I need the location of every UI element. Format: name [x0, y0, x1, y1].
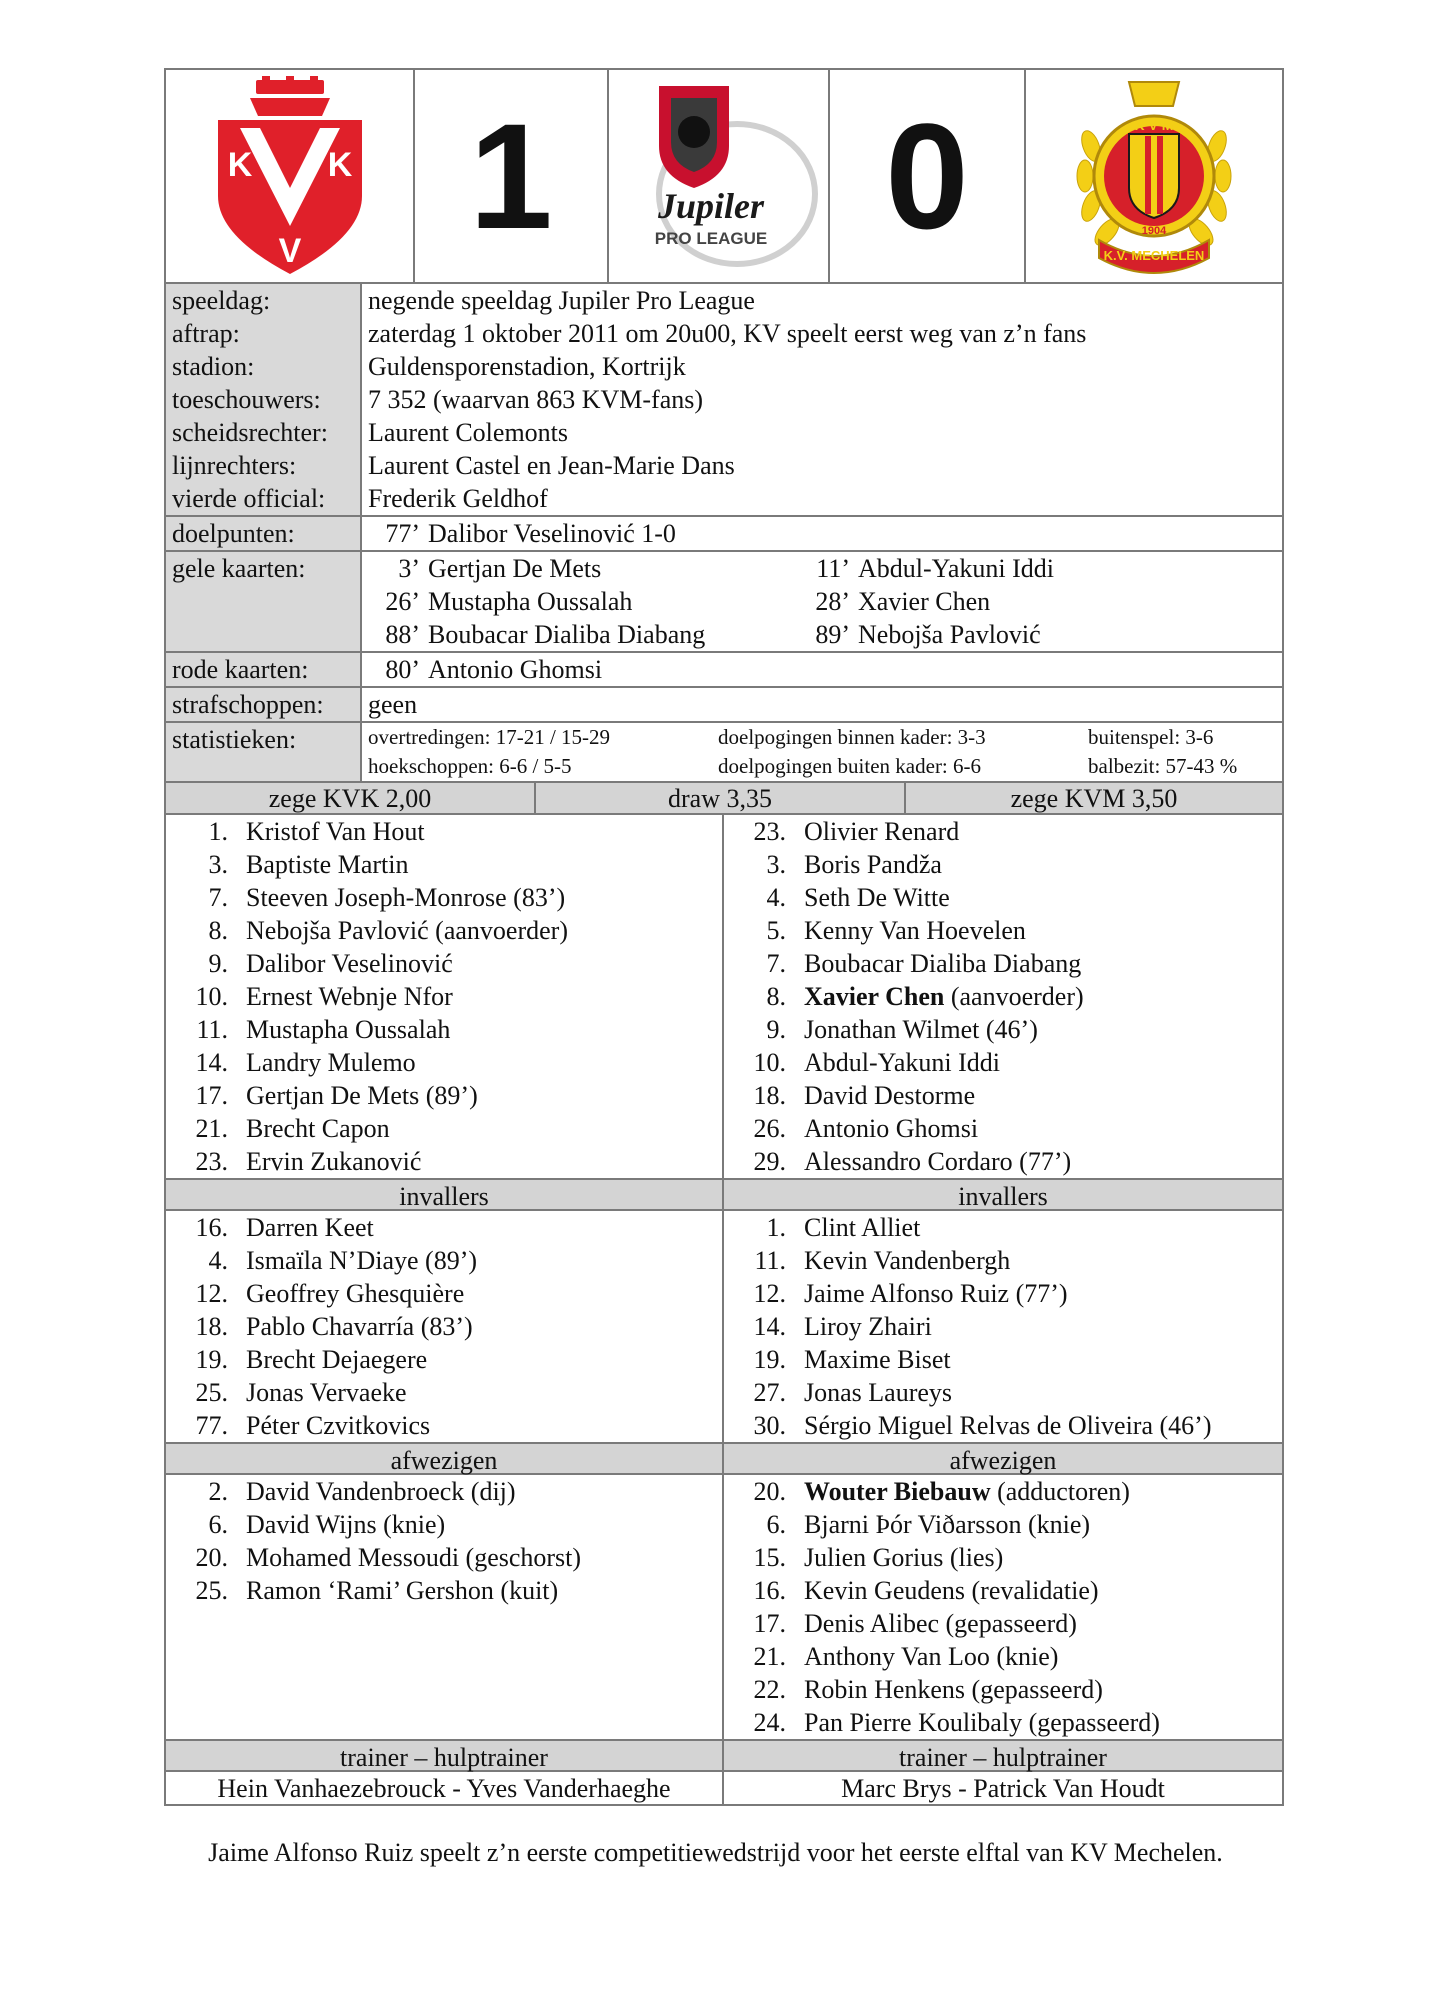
player-number: 77. [195, 1411, 228, 1440]
player-row [724, 1706, 1282, 1739]
logo-letter-left: K [227, 146, 252, 184]
penalties-value: geen [368, 690, 418, 719]
player-name: Julien Gorius (lies) [804, 1543, 1004, 1572]
player-name: Péter Czvitkovics [246, 1411, 431, 1440]
jupiler-pro-league-logo [619, 76, 819, 276]
player-number: 1. [208, 817, 228, 846]
goals-row [166, 517, 1282, 552]
player-number: 6. [766, 1510, 786, 1539]
player-number: 11. [754, 1246, 786, 1275]
stat-cell: buitenspel: 3-6 [1088, 725, 1214, 749]
player-name: Mustapha Oussalah [246, 1015, 451, 1044]
player-row [166, 1145, 722, 1178]
subs-header: invallers [724, 1178, 1282, 1211]
player-number: 18. [753, 1081, 786, 1110]
match-report [164, 68, 1284, 1806]
player-row [166, 1013, 722, 1046]
player-name: Gertjan De Mets (89’) [246, 1081, 478, 1110]
red-cards-label: rode kaarten: [172, 655, 309, 684]
odds-draw: draw 3,35 [536, 783, 906, 813]
player-row [724, 1673, 1282, 1706]
player-number: 25. [195, 1378, 228, 1407]
stats-label: statistieken: [172, 725, 297, 754]
player-row [724, 914, 1282, 947]
player-number: 4. [208, 1246, 228, 1275]
info-label: speeldag: [172, 286, 271, 315]
yellow-card-item: 89’ Nebojša Pavlović [815, 620, 1041, 649]
player-number: 5. [766, 916, 786, 945]
player-row [724, 815, 1282, 848]
info-value: zaterdag 1 oktober 2011 om 20u00, KV speelt eerst weg van z’n fans [368, 319, 1087, 348]
player-name: Alessandro Cordaro (77’) [804, 1147, 1072, 1176]
player-name: Pan Pierre Koulibaly (gepasseerd) [804, 1708, 1160, 1737]
player-name: Brecht Dejaegere [246, 1345, 428, 1374]
player-row [166, 1376, 722, 1409]
player-name: Baptiste Martin [246, 850, 409, 879]
league-brand: Jupiler [657, 186, 764, 226]
player-number: 19. [753, 1345, 786, 1374]
player-row [724, 1508, 1282, 1541]
captain-name: Wouter Biebauw [804, 1477, 991, 1506]
player-number: 21. [195, 1114, 228, 1143]
player-number: 8. [208, 916, 228, 945]
player-row [166, 1409, 722, 1442]
player-number: 9. [208, 949, 228, 978]
player-row [724, 1475, 1282, 1508]
away-score: 0 [885, 92, 969, 260]
player-number: 30. [753, 1411, 786, 1440]
player-number: 24. [753, 1708, 786, 1737]
yellow-card-item: 26’ Mustapha Oussalah [385, 587, 633, 616]
player-name: Anthony Van Loo (knie) [804, 1642, 1059, 1671]
player-number: 12. [753, 1279, 786, 1308]
player-row [724, 1409, 1282, 1442]
odds-bar [164, 781, 1284, 815]
player-name: Brecht Capon [246, 1114, 390, 1143]
player-row [166, 1508, 722, 1541]
player-number: 14. [195, 1048, 228, 1077]
player-name: Landry Mulemo [246, 1048, 416, 1077]
player-number: 8. [766, 982, 786, 1011]
player-row [166, 1574, 722, 1607]
captain-name: Xavier Chen [804, 982, 945, 1011]
player-name: Clint Alliet [804, 1213, 921, 1242]
player-name: Geoffrey Ghesquière [246, 1279, 465, 1308]
subs-header: invallers [166, 1178, 722, 1211]
empty-row [166, 1607, 722, 1640]
player-name: Mohamed Messoudi (geschorst) [246, 1543, 582, 1572]
info-label: vierde official: [172, 484, 326, 513]
player-row [724, 1244, 1282, 1277]
player-name: Ervin Zukanović [246, 1147, 422, 1176]
player-name: Ismaïla N’Diaye (89’) [246, 1246, 478, 1275]
player-row [724, 1343, 1282, 1376]
player-row [166, 815, 722, 848]
coach-header: trainer – hulptrainer [166, 1739, 722, 1772]
player-number: 18. [195, 1312, 228, 1341]
player-row [166, 1310, 722, 1343]
info-value: 7 352 (waarvan 863 KVM-fans) [368, 385, 704, 414]
player-name: Seth De Witte [804, 883, 950, 912]
player-number: 26. [753, 1114, 786, 1143]
player-name: Jonas Laureys [804, 1378, 953, 1407]
player-row [724, 848, 1282, 881]
info-label: toeschouwers: [172, 385, 321, 414]
player-name: Jaime Alfonso Ruiz (77’) [804, 1279, 1068, 1308]
kvm-logo-year: 1904 [1141, 225, 1167, 237]
player-name: Darren Keet [246, 1213, 374, 1242]
info-value: Laurent Colemonts [368, 418, 569, 447]
player-row [166, 914, 722, 947]
player-row [166, 1343, 722, 1376]
penalties-row [166, 688, 1282, 723]
player-row [166, 1475, 722, 1508]
player-number: 16. [195, 1213, 228, 1242]
yellow-card-item: 11’ Abdul-Yakuni Iddi [816, 554, 1054, 583]
player-row [166, 1112, 722, 1145]
player-name: Kristof Van Hout [246, 817, 425, 846]
player-row [724, 1046, 1282, 1079]
yellow-cards-row [166, 552, 1282, 653]
player-row [166, 881, 722, 914]
yellow-card-item: 88’ Boubacar Dialiba Diabang [385, 620, 706, 649]
player-number: 12. [195, 1279, 228, 1308]
player-name: David Wijns (knie) [246, 1510, 446, 1539]
info-label: lijnrechters: [172, 451, 297, 480]
player-row [724, 1211, 1282, 1244]
yellow-card-item: 3’ Gertjan De Mets [398, 554, 602, 583]
stat-cell: doelpogingen binnen kader: 3-3 [718, 725, 986, 749]
logo-letter-bottom: V [278, 232, 301, 270]
stats-row [166, 723, 1282, 781]
league-logo-cell [609, 70, 830, 282]
player-name: Antonio Ghomsi [804, 1114, 979, 1143]
player-name: Liroy Zhairi [804, 1312, 932, 1341]
player-name: Nebojša Pavlović (aanvoerder) [246, 916, 568, 945]
empty-row [166, 1640, 722, 1673]
player-number: 17. [195, 1081, 228, 1110]
info-value: Laurent Castel en Jean-Marie Dans [368, 451, 735, 480]
info-general [166, 284, 1282, 517]
odds-home: zege KVK 2,00 [166, 783, 536, 813]
player-row [724, 1376, 1282, 1409]
kvm-logo-letters: K V M [1134, 117, 1174, 133]
info-label: stadion: [172, 352, 255, 381]
home-score: 1 [469, 92, 553, 260]
player-name: Boubacar Dialiba Diabang [804, 949, 1082, 978]
info-value: Frederik Geldhof [368, 484, 548, 513]
player-number: 20. [753, 1477, 786, 1506]
stat-cell: doelpogingen buiten kader: 6-6 [718, 754, 982, 778]
scoreboard-header [164, 68, 1284, 284]
yellow-cards-label: gele kaarten: [172, 554, 306, 583]
player-row [724, 1310, 1282, 1343]
player-number: 23. [195, 1147, 228, 1176]
player-name: Sérgio Miguel Relvas de Oliveira (46’) [804, 1411, 1212, 1440]
player-number: 9. [766, 1015, 786, 1044]
player-row [166, 848, 722, 881]
player-row [166, 1079, 722, 1112]
player-number: 23. [753, 817, 786, 846]
home-lineup [166, 815, 724, 1806]
player-number: 17. [753, 1609, 786, 1638]
player-name: Ernest Webnje Nfor [246, 982, 453, 1011]
player-number: 2. [208, 1477, 228, 1506]
player-number: 10. [753, 1048, 786, 1077]
player-row [724, 1277, 1282, 1310]
player-row [166, 1211, 722, 1244]
league-sub: PRO LEAGUE [654, 229, 767, 248]
player-row [724, 1112, 1282, 1145]
player-row [166, 1277, 722, 1310]
goals-label: doelpunten: [172, 519, 295, 548]
player-number: 6. [208, 1510, 228, 1539]
player-number: 16. [753, 1576, 786, 1605]
player-number: 7. [208, 883, 228, 912]
empty-row [166, 1673, 722, 1706]
logo-letter-right: K [327, 146, 352, 184]
away-lineup [724, 815, 1282, 1806]
info-label: scheidsrechter: [172, 418, 328, 447]
player-name: Olivier Renard [804, 817, 960, 846]
match-info-table [164, 284, 1284, 781]
home-score-cell [415, 70, 609, 282]
player-row [724, 1574, 1282, 1607]
player-row [724, 1541, 1282, 1574]
player-number: 14. [753, 1312, 786, 1341]
footnote: Jaime Alfonso Ruiz speelt z’n eerste competitiewedstrijd voor het eerste elftal van KV Mechelen. [208, 1838, 1223, 1867]
player-row [166, 1046, 722, 1079]
odds-away: zege KVM 3,50 [1010, 784, 1178, 813]
lineups [164, 815, 1284, 1806]
player-row [166, 980, 722, 1013]
coach-names: Hein Vanhaezebrouck - Yves Vanderhaeghe [166, 1772, 722, 1806]
player-number: 22. [753, 1675, 786, 1704]
player-row [166, 1244, 722, 1277]
player-number: 7. [766, 949, 786, 978]
player-number: 27. [753, 1378, 786, 1407]
player-row [724, 980, 1282, 1013]
coach-names: Marc Brys - Patrick Van Houdt [724, 1772, 1282, 1806]
player-number: 21. [753, 1642, 786, 1671]
player-name: David Destorme [804, 1081, 976, 1110]
player-row [166, 1541, 722, 1574]
player-row [166, 947, 722, 980]
player-row [724, 1079, 1282, 1112]
player-row [724, 947, 1282, 980]
yellow-card-item: 28’ Xavier Chen [815, 587, 991, 616]
kv-mechelen-logo [1069, 76, 1239, 276]
player-number: 19. [195, 1345, 228, 1374]
stat-cell: overtredingen: 17-21 / 15-29 [368, 725, 611, 749]
player-number: 4. [766, 883, 786, 912]
player-name: Bjarni Þór Viðarsson (knie) [804, 1510, 1091, 1539]
absent-header: afwezigen [724, 1442, 1282, 1475]
player-name: (adductoren) [990, 1477, 1130, 1506]
info-label: aftrap: [172, 319, 240, 348]
player-row [724, 1640, 1282, 1673]
goal-item: 77’ Dalibor Veselinović 1-0 [385, 519, 676, 548]
player-number: 20. [195, 1543, 228, 1572]
player-name: David Vandenbroeck (dij) [246, 1477, 516, 1506]
player-name: Jonathan Wilmet (46’) [804, 1015, 1038, 1044]
stat-cell: hoekschoppen: 6-6 / 5-5 [368, 754, 572, 778]
home-logo-cell [166, 70, 415, 282]
player-name: Dalibor Veselinović [246, 949, 453, 978]
player-number: 11. [196, 1015, 228, 1044]
player-number: 3. [766, 850, 786, 879]
player-name: Denis Alibec (gepasseerd) [804, 1609, 1077, 1638]
player-name: Steeven Joseph-Monrose (83’) [246, 883, 566, 912]
player-row [724, 1607, 1282, 1640]
player-name: Boris Pandža [804, 850, 942, 879]
player-row [724, 1145, 1282, 1178]
player-name: Kevin Vandenbergh [804, 1246, 1011, 1275]
player-row [724, 881, 1282, 914]
coach-header: trainer – hulptrainer [724, 1739, 1282, 1772]
away-score-cell [830, 70, 1026, 282]
player-number: 25. [195, 1576, 228, 1605]
player-name: Maxime Biset [804, 1345, 951, 1374]
stat-cell: balbezit: 57-43 % [1088, 754, 1238, 778]
empty-row [166, 1706, 722, 1739]
penalties-label: strafschoppen: [172, 690, 324, 719]
red-card-item: 80’ Antonio Ghomsi [385, 655, 603, 684]
kvm-logo-ribbon: K.V. MECHELEN [1103, 248, 1205, 263]
player-name: Abdul-Yakuni Iddi [804, 1048, 1000, 1077]
player-number: 3. [208, 850, 228, 879]
player-number: 10. [195, 982, 228, 1011]
player-name: Jonas Vervaeke [246, 1378, 407, 1407]
player-name: Robin Henkens (gepasseerd) [804, 1675, 1103, 1704]
player-row [724, 1013, 1282, 1046]
info-value: negende speeldag Jupiler Pro League [368, 286, 755, 315]
player-name: Kenny Van Hoevelen [804, 916, 1026, 945]
away-logo-cell [1026, 70, 1282, 282]
kv-kortrijk-logo [210, 76, 370, 276]
red-cards-row [166, 653, 1282, 688]
player-number: 1. [766, 1213, 786, 1242]
player-number: 29. [753, 1147, 786, 1176]
player-name: (aanvoerder) [944, 982, 1084, 1011]
player-number: 15. [753, 1543, 786, 1572]
info-value: Guldensporenstadion, Kortrijk [368, 352, 686, 381]
player-name: Pablo Chavarría (83’) [246, 1312, 473, 1341]
absent-header: afwezigen [166, 1442, 722, 1475]
player-name: Kevin Geudens (revalidatie) [804, 1576, 1099, 1605]
player-name: Ramon ‘Rami’ Gershon (kuit) [246, 1576, 559, 1605]
